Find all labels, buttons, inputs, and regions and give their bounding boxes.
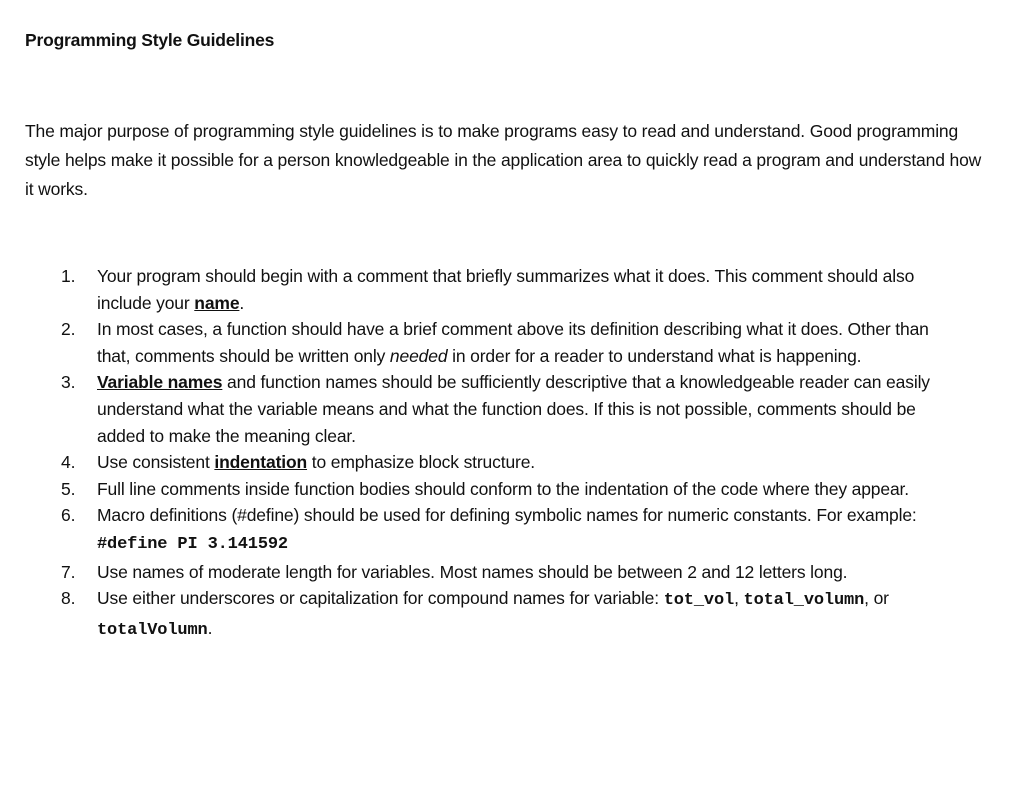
item-text: Macro definitions (#define) should be used for defining symbolic names for numeric constants. For example: (97, 505, 917, 526)
guideline-item (0, 369, 1000, 449)
guideline-item (0, 316, 1000, 369)
item-text: Use either underscores or capitalization for compound names for variable: (97, 588, 664, 609)
code-snippet: #define PI 3.141592 (97, 534, 288, 554)
guidelines-list (0, 263, 1000, 644)
item-emphasis: needed (389, 345, 448, 366)
item-text: In most cases, a function should have a brief comment above its definition describing what it does. Other than that, comments should be written only (97, 319, 929, 366)
item-number: 6. (61, 505, 76, 526)
item-text: in order for a reader to understand what is happening. (447, 345, 862, 366)
item-text: Use consistent (97, 452, 215, 473)
item-text: and function names should be sufficiently descriptive that a knowledgeable reader can easily understand what the variable means and what the function does. If this is not possible, comments should be added to make the meaning clear. (97, 372, 930, 446)
item-text: , or (864, 588, 889, 609)
item-number: 1. (61, 266, 76, 286)
item-number: 2. (61, 319, 76, 340)
item-number: 8. (61, 588, 76, 609)
item-text: Use names of moderate length for variables. Most names should be between 2 and 12 letters long. (97, 561, 848, 582)
guideline-item (0, 476, 1000, 503)
item-text: . (239, 292, 245, 313)
code-snippet: tot_vol (663, 591, 735, 611)
item-number: 3. (61, 372, 76, 393)
guideline-item (0, 263, 1000, 316)
item-text: . (207, 617, 213, 638)
intro-paragraph: The major purpose of programming style guidelines is to make programs easy to read and understand. Good programming style helps make it possible for a person knowledgeable in the application area to quickly read a program and understand how it works. (25, 121, 982, 199)
item-number: 5. (61, 478, 76, 499)
item-text: , (734, 588, 744, 609)
item-text: Your program should begin with a comment that briefly summarizes what it does. This comment should also include your (97, 266, 915, 313)
item-number: 4. (61, 452, 76, 473)
document-title: Programming Style Guidelines (25, 30, 275, 50)
guideline-item (0, 502, 1000, 558)
item-number: 7. (61, 561, 76, 582)
code-snippet: total_volumn (743, 591, 865, 611)
guideline-item (0, 449, 1000, 476)
item-text: Full line comments inside function bodies should conform to the indentation of the code where they appear. (97, 478, 909, 499)
guideline-item (0, 585, 1000, 644)
item-emphasis: name (194, 292, 240, 313)
item-emphasis: indentation (214, 452, 308, 473)
guideline-item (0, 559, 1000, 586)
item-emphasis: Variable names (97, 372, 223, 393)
code-snippet: totalVolumn (97, 620, 208, 640)
item-text: to emphasize block structure. (307, 452, 536, 473)
